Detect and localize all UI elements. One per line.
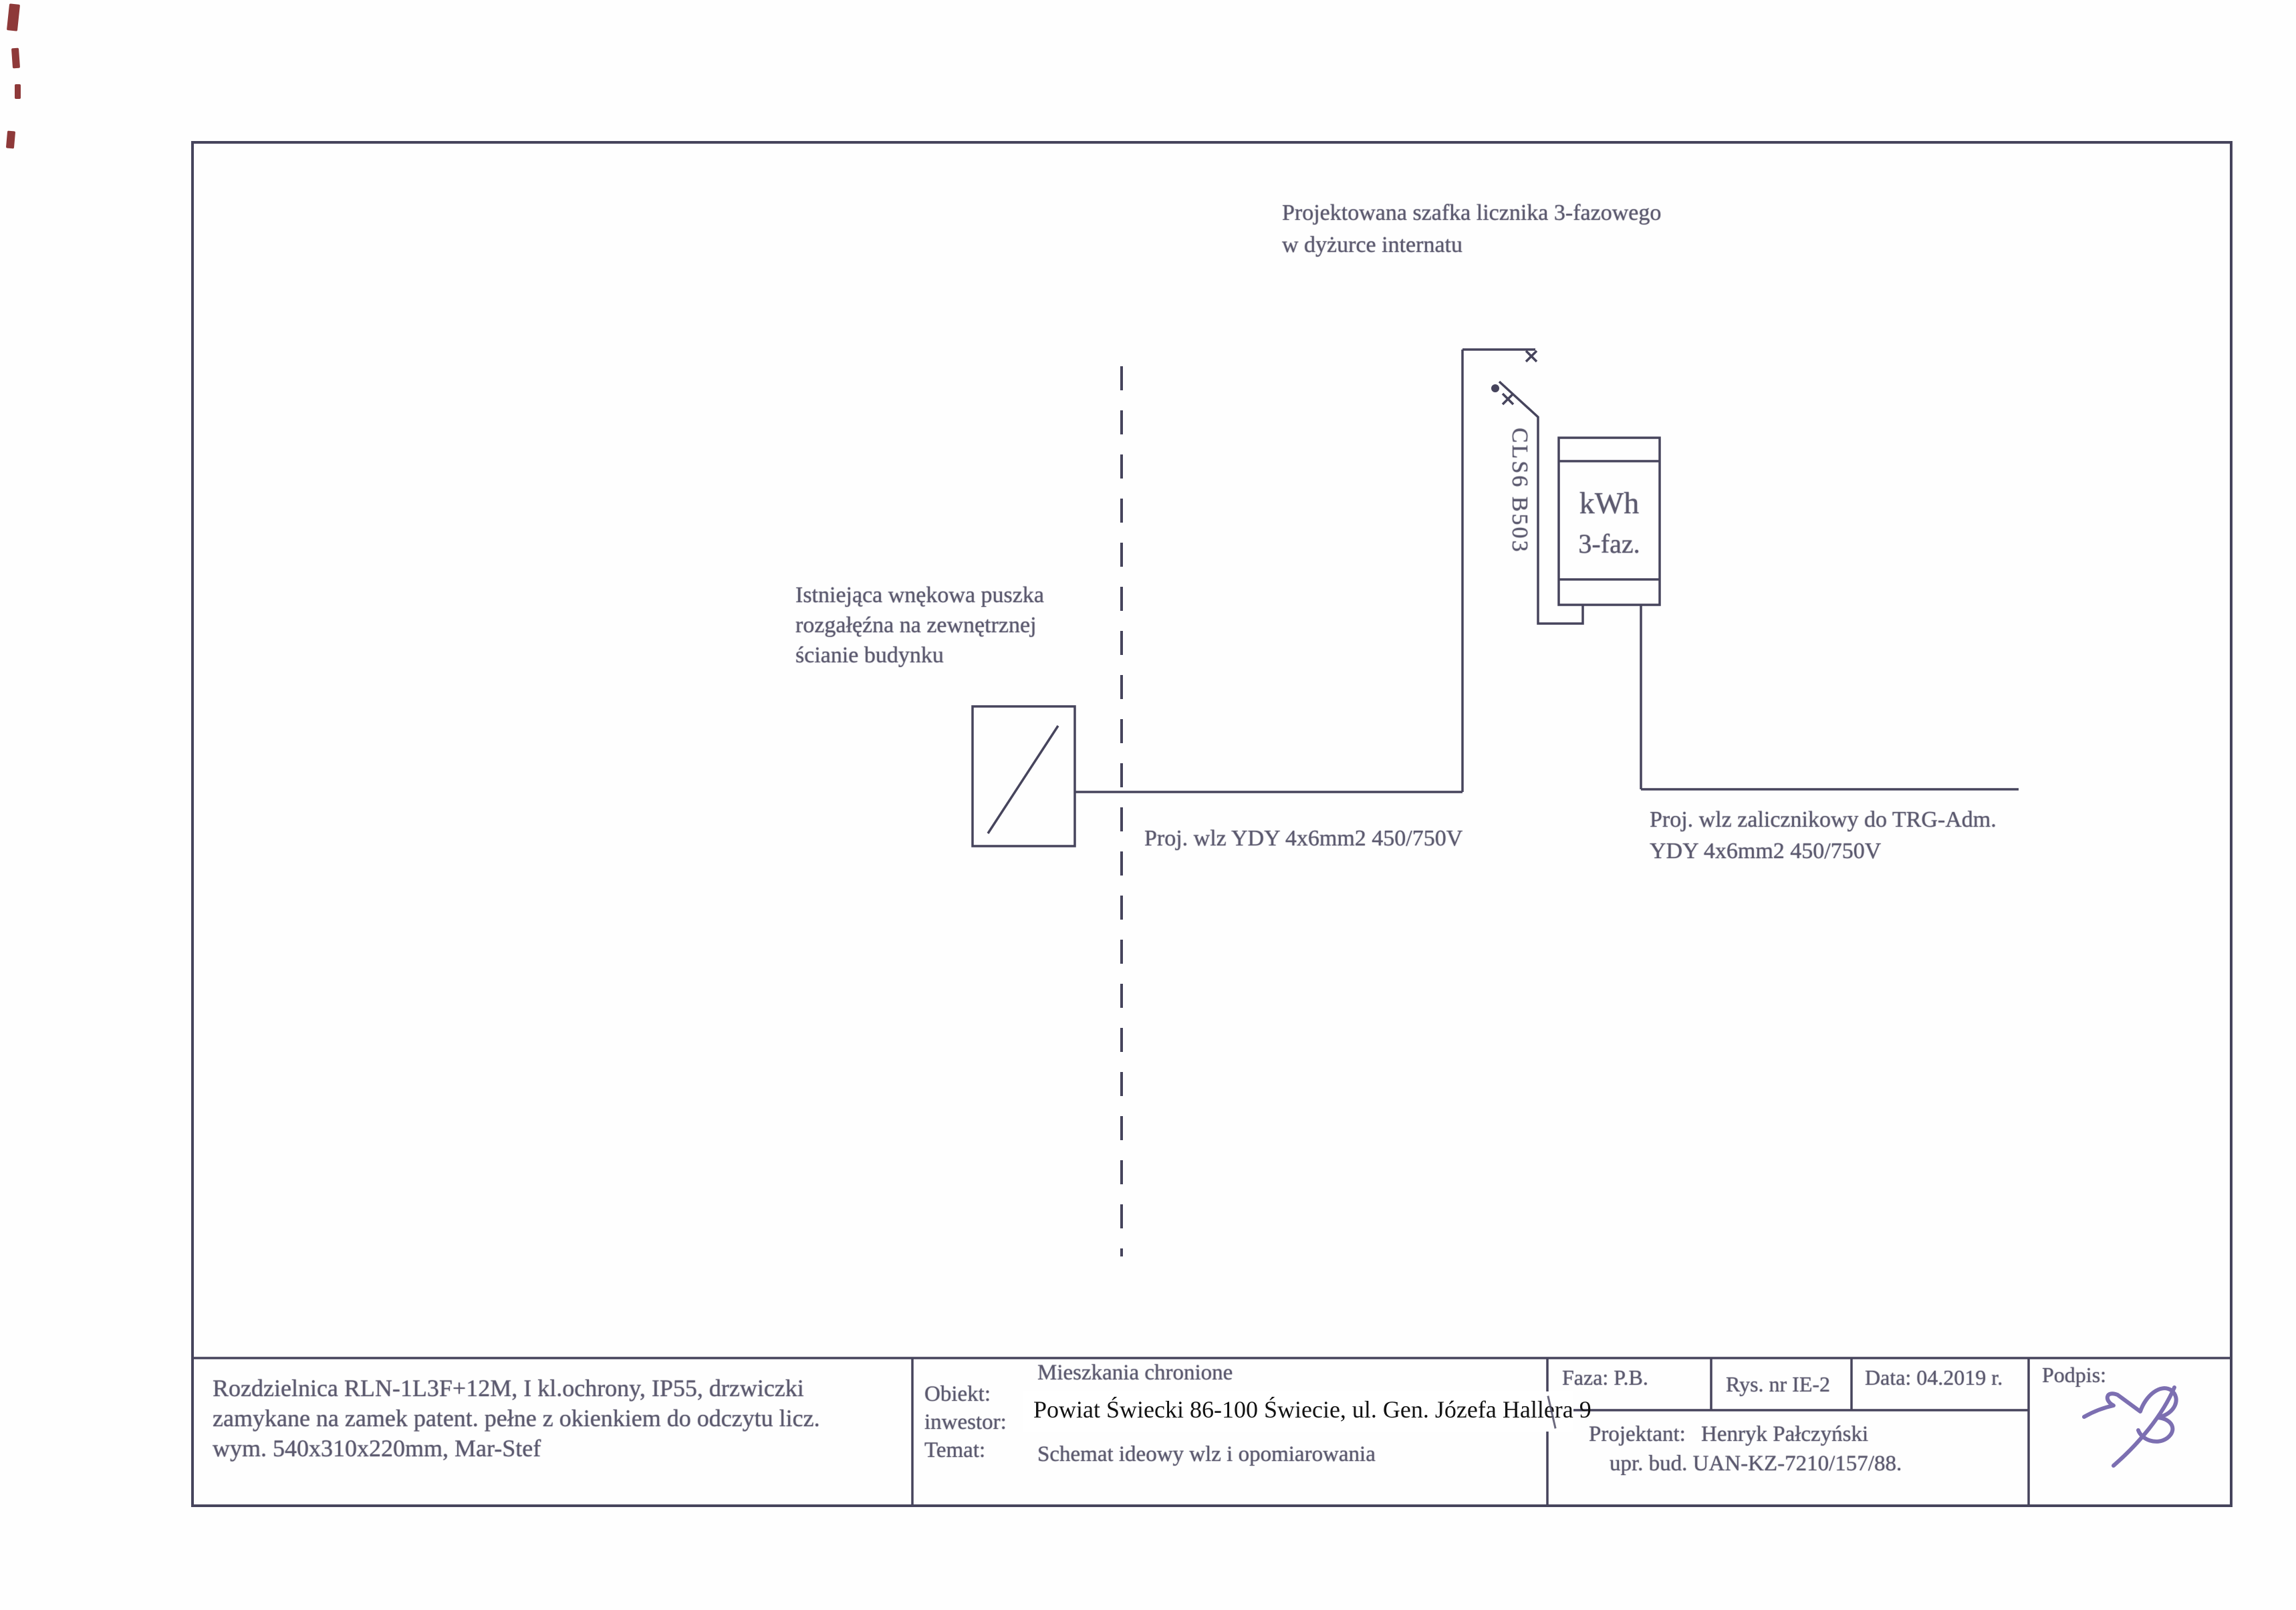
switchboard-note-line2: zamykane na zamek patent. pełne z okienkiem do odczytu licz. [213,1405,820,1432]
meter-label-kwh: kWh [1579,486,1640,520]
wire-left-label: Proj. wlz YDY 4x6mm2 450/750V [1144,826,1463,851]
inwestor-label: inwestor: [924,1410,1007,1434]
temat-value: Schemat ideowy wlz i opomiarowania [1037,1442,1376,1466]
data-cell: Data: 04.2019 r. [1865,1365,2003,1389]
breaker-blade [1499,382,1538,417]
wire-right-run [1641,605,2019,789]
faza-cell: Faza: P.B. [1562,1365,1648,1389]
breaker-label: CLS6 B503 [1507,428,1532,554]
cabinet-note-line2: w dyżurce internatu [1282,233,1462,257]
wire-right-label-line1: Proj. wlz zalicznikowy do TRG-Adm. [1650,807,1997,832]
junction-note-line3: ścianie budynku [795,643,944,668]
junction-note-line1: Istniejąca wnękowa puszka [795,583,1044,608]
projektant-upr: upr. bud. UAN-KZ-7210/157/88. [1610,1452,1902,1476]
junction-note-line2: rozgałęźna na zewnętrznej [795,613,1037,638]
rys-nr-cell: Rys. nr IE-2 [1726,1372,1831,1396]
obiekt-value: Mieszkania chronione [1037,1361,1233,1385]
junction-box-symbol [973,706,1075,846]
projektant-label: Projektant: [1589,1422,1686,1446]
switchboard-note-line1: Rozdzielnica RLN-1L3F+12M, I kl.ochrony, IP55, drzwiczki [213,1375,804,1401]
projektant-name: Henryk Pałczyński [1701,1422,1869,1446]
junction-box-diagonal [988,726,1058,833]
inwestor-value-pasted-label: Powiat Świecki 86-100 Świecie, ul. Gen. Józefa Hallera 9 [1023,1391,1573,1432]
signature [2084,1387,2176,1466]
terminal-x-mark [1526,351,1537,362]
switchboard-note-line3: wym. 540x310x220mm, Mar-Stef [213,1435,541,1462]
temat-label: Temat: [924,1438,986,1462]
obiekt-label: Obiekt: [924,1382,991,1406]
terminal-x-mark [1503,394,1513,404]
wire-left-run [1075,350,1535,792]
cabinet-note-line1: Projektowana szafka licznika 3-fazowego [1282,200,1662,225]
meter-label-3faz: 3-faz. [1578,529,1640,559]
podpis-label: Podpis: [2042,1363,2107,1387]
meter-symbol [1559,438,1660,605]
breaker-pivot-dot [1492,385,1499,392]
wire-right-label-line2: YDY 4x6mm2 450/750V [1650,839,1882,863]
